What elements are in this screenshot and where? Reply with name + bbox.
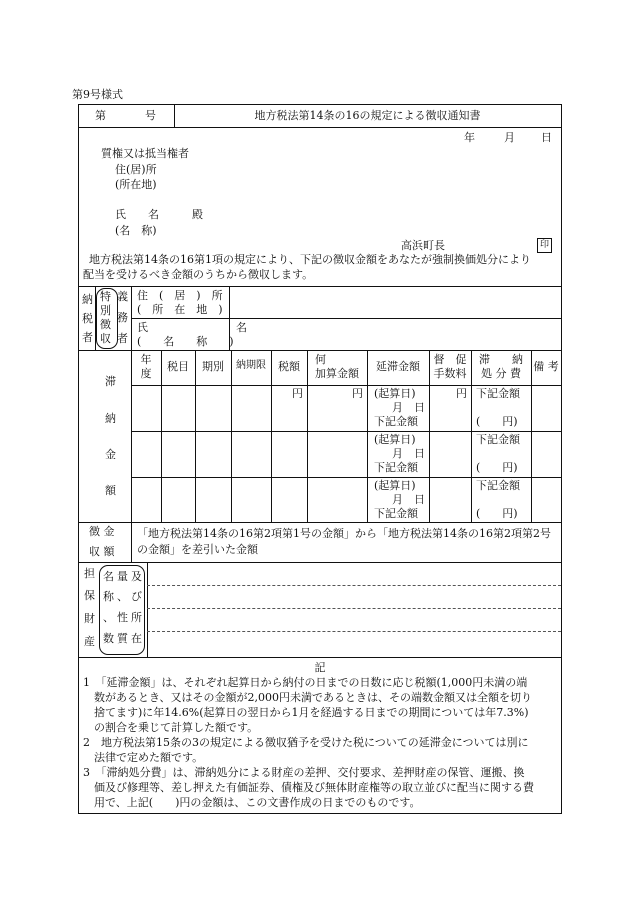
- col-disposal-cost: 処 分 費: [481, 367, 521, 380]
- arrears-side-label: 納: [105, 412, 116, 425]
- arrears-side-label: 額: [105, 484, 116, 497]
- yen-unit: 円: [352, 387, 363, 400]
- rule: [131, 385, 561, 386]
- collection-label: 収 額: [89, 545, 115, 558]
- collection-text-1: 「地方税法第14条の16第2項第1号の金額」から「地方税法第14条の16第2項第2号: [137, 527, 551, 540]
- disposal-below: 下記金額: [476, 387, 520, 400]
- rule: [531, 350, 532, 522]
- obligor-label: 者: [117, 332, 128, 345]
- special-collector-label: 特: [100, 290, 111, 303]
- collateral-sub-label: 称: [103, 590, 114, 603]
- note-line: 数があるとき、又はその金額が2,000円未満であるときは、その端数金額又は全額を切り: [83, 691, 533, 704]
- rule: [161, 350, 162, 522]
- collateral-sub-label: 在: [131, 632, 142, 645]
- form-title: 地方税法第14条の16の規定による徴収通知書: [254, 109, 481, 122]
- addressee-location: (所在地): [115, 178, 157, 191]
- late-fee-below: 下記金額: [374, 507, 418, 520]
- rule: [307, 350, 308, 522]
- collateral-sub-label: 名: [103, 570, 114, 583]
- dashed-rule: [147, 631, 561, 632]
- obligor-label: 務: [117, 311, 128, 324]
- late-fee-start: (起算日): [374, 433, 416, 446]
- number-prefix: 第: [95, 109, 106, 122]
- issuer-mayor: 高浜町長: [401, 239, 445, 252]
- note-line: 捨てます)に年14.6%(起算日の翌日から1月を経過する日までの期間については年7.3%): [83, 706, 529, 719]
- late-fee-start: (起算日): [374, 387, 416, 400]
- rule: [79, 657, 561, 658]
- seal-mark: 印: [537, 238, 552, 253]
- arrears-side-label: 滞: [105, 375, 116, 388]
- note-line: の割合を乗じて計算した額です。: [83, 721, 259, 734]
- disposal-amount: ( 円): [476, 507, 518, 520]
- taxpayer-name-alt-label: ( 名 称 ): [137, 335, 234, 348]
- collateral-side-label: 保: [84, 589, 95, 602]
- late-fee-date: 月 日: [392, 493, 425, 506]
- col-disposal-cost: 滞 納: [479, 353, 523, 366]
- col-late-fee: 延滞金額: [376, 360, 420, 373]
- collateral-sub-label: 数: [103, 632, 114, 645]
- rule: [79, 350, 561, 351]
- late-fee-start: (起算日): [374, 479, 416, 492]
- col-remarks: 備 考: [533, 360, 559, 373]
- late-fee-date: 月 日: [392, 401, 425, 414]
- special-collector-label: 収: [100, 332, 111, 345]
- disposal-amount: ( 円): [476, 415, 518, 428]
- intro-line-1: 地方税法第14条の16第1項の規定により、下記の徴収金額をあなたが強制換価処分により: [89, 253, 531, 266]
- note-line: 3 「滞納処分費」は、滞納処分による財産の差押、交付要求、差押財産の保管、運搬、換: [83, 766, 525, 779]
- rule: [195, 350, 196, 522]
- addressee-name: 氏 名 殿: [115, 208, 203, 221]
- notes-heading: 記: [314, 661, 326, 674]
- rule: [271, 350, 272, 522]
- collateral-sub-label: 質: [117, 632, 128, 645]
- date-day: 日: [541, 131, 552, 144]
- disposal-below: 下記金額: [476, 479, 520, 492]
- collateral-sub-label: 所: [131, 611, 142, 624]
- rule: [367, 350, 368, 522]
- rule: [131, 318, 561, 319]
- disposal-amount: ( 円): [476, 461, 518, 474]
- late-fee-date: 月 日: [392, 447, 425, 460]
- rule: [79, 127, 561, 128]
- col-dunning-fee: 手数料: [433, 367, 467, 380]
- date-year: 年: [464, 131, 475, 144]
- collateral-side-label: 担: [84, 567, 95, 580]
- collateral-sub-label: 及: [131, 570, 142, 583]
- dashed-rule: [147, 585, 561, 586]
- addressee-role: 質権又は抵当権者: [101, 147, 189, 160]
- collateral-sub-label: 、: [103, 611, 114, 624]
- late-fee-below: 下記金額: [374, 461, 418, 474]
- collection-label: 徴 金: [89, 525, 115, 538]
- disposal-below: 下記金額: [476, 433, 520, 446]
- taxpayer-address-label: 住 ( 居 ) 所: [137, 289, 223, 302]
- rule: [131, 477, 561, 478]
- collateral-sub-label: 量: [117, 570, 128, 583]
- collection-text-2: の金額」を差引いた金額: [137, 543, 258, 556]
- obligor-label: 義: [117, 290, 128, 303]
- col-tax-amount: 税額: [278, 360, 300, 373]
- note-line: 2 地方税法第15条の3の規定による徴収猶予を受けた税についての延滞金については別に: [83, 736, 529, 749]
- note-line: 価及び修理等、差し押えた有価証券、債権及び無体財産権等の取立並びに配当に関する費: [83, 781, 534, 794]
- addressee-name-alt: (名 称): [115, 224, 157, 237]
- col-due-date: 納期限: [236, 360, 266, 371]
- arrears-side-label: 金: [105, 448, 116, 461]
- intro-line-2: 配当を受けるべき金額のうちから徴収します。: [83, 268, 314, 281]
- col-year: 度: [140, 367, 152, 380]
- note-line: 1 「延滞金額」は、それぞれ起算日から納付の日までの日数に応じ税額(1,000円未満の端: [83, 676, 528, 689]
- collateral-sub-label: び: [131, 590, 142, 603]
- taxpayer-side-label: 税: [82, 312, 93, 325]
- yen-unit: 円: [292, 387, 303, 400]
- form-id: 第9号様式: [72, 88, 123, 101]
- dashed-rule: [147, 608, 561, 609]
- collateral-side-label: 財: [84, 612, 95, 625]
- date-month: 月: [504, 131, 515, 144]
- taxpayer-name-label: 氏 名: [137, 321, 247, 334]
- collateral-sub-label: 性: [117, 611, 128, 624]
- note-line: 法律で定めた額です。: [83, 751, 204, 764]
- yen-unit: 円: [456, 387, 467, 400]
- special-collector-label: 別: [100, 304, 111, 317]
- collateral-sub-label: 、: [117, 590, 128, 603]
- rule: [79, 286, 561, 287]
- rule: [231, 350, 232, 522]
- col-year: 年: [140, 353, 152, 366]
- collateral-side-label: 産: [84, 635, 95, 648]
- special-collector-label: 徴: [100, 318, 111, 331]
- rule: [131, 431, 561, 432]
- col-surcharge: 何: [315, 353, 326, 366]
- note-line: 用で、上記( )円の金額は、この文書作成の日までのものです。: [83, 796, 421, 809]
- taxpayer-side-label: 納: [82, 293, 93, 306]
- taxpayer-side-label: 者: [82, 331, 93, 344]
- rule: [147, 562, 148, 657]
- col-surcharge: 加算金額: [315, 367, 359, 380]
- number-suffix: 号: [145, 109, 156, 122]
- rule: [79, 522, 561, 523]
- rule: [131, 522, 132, 562]
- col-dunning-fee: 督 促: [433, 353, 467, 366]
- rule: [79, 562, 561, 563]
- late-fee-below: 下記金額: [374, 415, 418, 428]
- col-period: 期別: [202, 360, 224, 373]
- notice-form: [78, 104, 562, 814]
- addressee-address: 住(居)所: [115, 163, 157, 176]
- col-tax-item: 税目: [167, 360, 189, 373]
- taxpayer-location-label: ( 所 在 地 ): [137, 303, 223, 316]
